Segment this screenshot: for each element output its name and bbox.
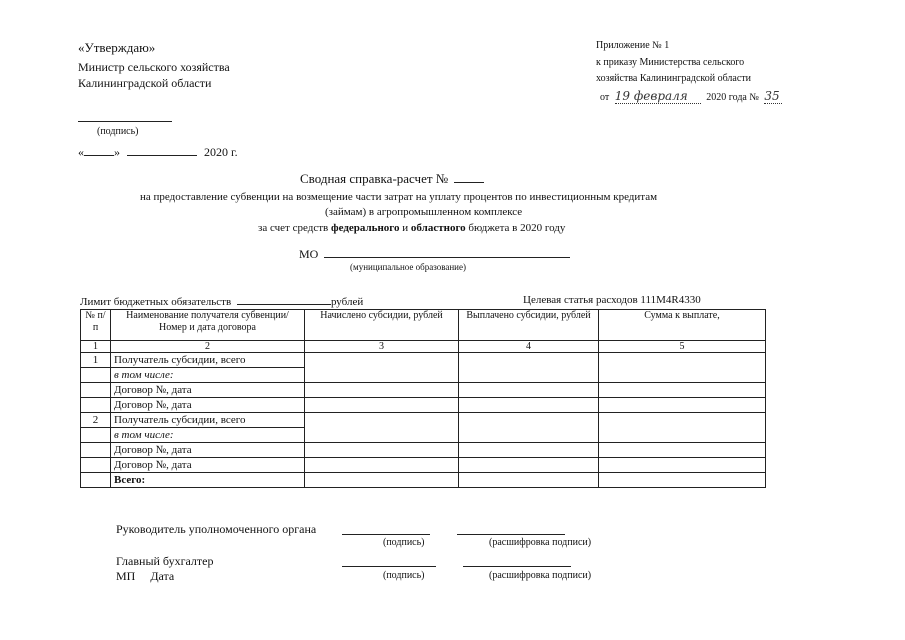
mo-label: МО <box>299 247 319 261</box>
heading-line3-regional: областного <box>410 222 466 234</box>
acc-decode-caption: (расшифровка подписи) <box>489 570 592 581</box>
row-name: Получатель субсидии, всего <box>111 413 305 428</box>
cell-paid <box>459 473 599 488</box>
row-number <box>81 398 111 413</box>
cell-paid <box>459 443 599 458</box>
row-name: Договор №, дата <box>111 383 305 398</box>
row-name: Договор №, дата <box>111 443 305 458</box>
header-accrued: Начислено субсидии, рублей <box>305 310 459 341</box>
row-name: Получатель субсидии, всего <box>111 353 305 368</box>
col-number: 5 <box>599 341 766 353</box>
row-number <box>81 368 111 383</box>
appendix-year: 2020 года № <box>706 92 759 103</box>
approve-line1: Министр сельского хозяйства <box>78 60 230 74</box>
heading-line3-federal: федерального <box>330 222 400 234</box>
stamp-label: МП <box>116 569 136 583</box>
appendix-line3: хозяйства Калининградской области <box>596 73 752 84</box>
date-close-quote: » <box>114 145 120 159</box>
table-header-row <box>81 310 766 341</box>
cell-accrued <box>305 383 459 398</box>
col-number: 4 <box>459 341 599 353</box>
cell-accrued <box>305 398 459 413</box>
heading-line3-and: и <box>402 222 409 234</box>
stamp-date-line <box>116 569 174 584</box>
head-decode-caption: (расшифровка подписи) <box>489 537 592 548</box>
cell-accrued <box>305 413 459 443</box>
col-number: 3 <box>305 341 459 353</box>
acc-decode-line <box>463 566 571 567</box>
row-number <box>81 473 111 488</box>
cell-to-pay <box>599 383 766 398</box>
table-row <box>81 353 766 368</box>
target-article: Целевая статья расходов 111М4R4330 <box>523 294 701 306</box>
row-number: 1 <box>81 353 111 368</box>
acc-sign-line <box>342 566 436 567</box>
row-number <box>81 383 111 398</box>
table-row <box>81 458 766 473</box>
cell-paid <box>459 413 599 443</box>
row-number: 2 <box>81 413 111 428</box>
cell-paid <box>459 383 599 398</box>
subsidy-table <box>80 309 766 488</box>
header-to-pay: Сумма к выплате, <box>599 310 766 341</box>
row-number <box>81 428 111 443</box>
approve-date <box>78 143 238 160</box>
date-label: Дата <box>150 569 175 583</box>
header-paid: Выплачено субсидии, рублей <box>459 310 599 341</box>
day-blank <box>84 143 114 156</box>
date-open-quote: « <box>78 145 84 159</box>
cell-accrued <box>305 353 459 383</box>
appendix-date <box>600 89 782 104</box>
row-number <box>81 458 111 473</box>
acc-sign-caption: (подпись) <box>383 570 425 581</box>
table-row <box>81 398 766 413</box>
doc-title <box>300 170 484 187</box>
row-number <box>81 443 111 458</box>
signature-line <box>78 121 172 122</box>
col-number: 1 <box>81 341 111 353</box>
head-sign-line <box>342 534 430 535</box>
approve-line2: Калининградской области <box>78 76 212 90</box>
row-name: Всего: <box>111 473 305 488</box>
column-numbers-row <box>81 341 766 353</box>
mo-blank <box>324 245 570 258</box>
cell-paid <box>459 398 599 413</box>
row-name: в том числе: <box>111 428 305 443</box>
head-decode-line <box>457 534 565 535</box>
table-total-row <box>81 473 766 488</box>
handwritten-number: 35 <box>764 89 782 104</box>
limits-blank <box>237 294 331 305</box>
cell-accrued <box>305 443 459 458</box>
accountant-label: Главный бухгалтер <box>116 554 214 568</box>
cell-accrued <box>305 458 459 473</box>
date-year: 2020 г. <box>204 145 238 159</box>
appendix-line2: к приказу Министерства сельского <box>596 57 745 68</box>
approve-title: «Утверждаю» <box>78 40 156 55</box>
cell-to-pay <box>599 473 766 488</box>
cell-paid <box>459 353 599 383</box>
header-recipient: Наименование получателя субвенции/ Номер и дата договора <box>111 310 305 341</box>
handwritten-date: 19 февраля <box>615 89 701 104</box>
cell-to-pay <box>599 458 766 473</box>
head-label: Руководитель уполномоченного органа <box>116 522 317 536</box>
mo-caption: (муниципальное образование) <box>350 262 466 272</box>
row-name: Договор №, дата <box>111 398 305 413</box>
table-row <box>81 443 766 458</box>
doc-number-blank <box>454 170 484 183</box>
cell-paid <box>459 458 599 473</box>
col-number: 2 <box>111 341 305 353</box>
table-row <box>81 413 766 428</box>
row-name: в том числе: <box>111 368 305 383</box>
heading-line3-e: бюджета в 2020 году <box>468 222 566 234</box>
appendix-from: от <box>600 92 610 103</box>
mo-line <box>299 245 570 262</box>
cell-to-pay <box>599 413 766 443</box>
doc-title-text: Сводная справка-расчет № <box>300 171 449 186</box>
cell-accrued <box>305 473 459 488</box>
limits-label: Лимит бюджетных обязательств <box>80 296 232 308</box>
heading-line2: (займам) в агропромышленном комплексе <box>325 206 523 218</box>
heading-line3-a: за счет средств <box>258 222 329 234</box>
cell-to-pay <box>599 398 766 413</box>
appendix-line1: Приложение № 1 <box>596 40 670 51</box>
limits-unit: рублей <box>330 296 364 308</box>
cell-to-pay <box>599 353 766 383</box>
header-num: № п/п <box>81 310 111 341</box>
heading-line1: на предоставление субвенции на возмещение части затрат на уплату процентов по инвестиционным кредитам <box>140 191 658 203</box>
head-sign-caption: (подпись) <box>383 537 425 548</box>
heading-line3 <box>258 222 565 234</box>
row-name: Договор №, дата <box>111 458 305 473</box>
month-blank <box>127 143 197 156</box>
cell-to-pay <box>599 443 766 458</box>
table-row <box>81 383 766 398</box>
limits-line <box>80 294 363 308</box>
signature-caption: (подпись) <box>97 126 139 137</box>
